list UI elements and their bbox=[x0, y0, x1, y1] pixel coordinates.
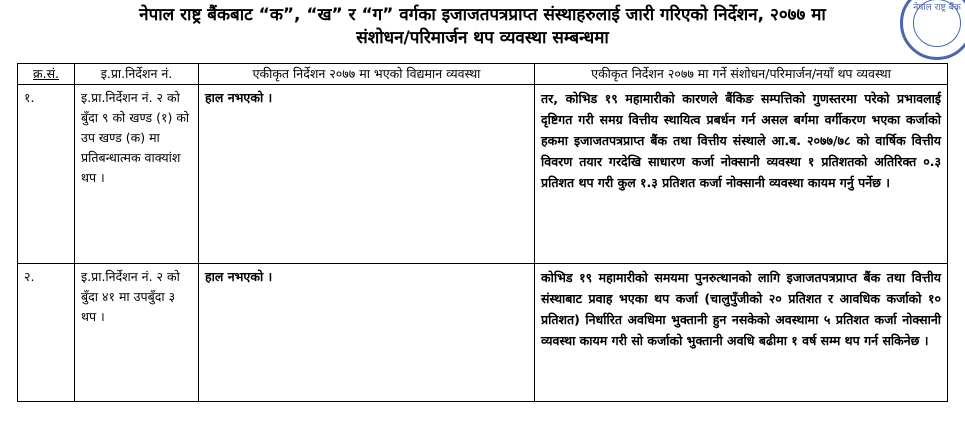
row-serial-number: १. bbox=[18, 85, 75, 264]
row-serial-number: २. bbox=[18, 264, 75, 402]
row-existing-provision: हाल नभएको । bbox=[199, 85, 535, 264]
header-directive-number: इ.प्रा.निर्देशन नं. bbox=[75, 64, 199, 85]
header-serial-number bbox=[18, 64, 75, 85]
header-existing-provision: एकीकृत निर्देशन २०७७ मा भएको विद्यमान व्यवस्था bbox=[199, 64, 535, 85]
nrb-seal-logo: नेपाल राष्ट्र बैंक bbox=[900, 0, 965, 60]
header-serial-number-label: क्र.सं. bbox=[33, 66, 59, 81]
row-new-provision: कोभिड १९ महामारीको समयमा पुनरुत्थानको लागि इजाजतपत्रप्राप्त बैंक तथा वित्तीय संस्थाबाट प्रवाह भएका थप कर्जा (चालुपुँजीको २० प्रतिशत र आवधिक कर्जाको १० प्रतिशत) निर्धारित अवधिमा भुक्तानी हुन नसकेको अवस्थामा ५ प्रतिशत कर्जा नोक्सानी व्यवस्था कायम गरी सो कर्जाको भुक्तानी अवधि बढीमा १ वर्ष सम्म थप गर्न सकिनेछ । bbox=[535, 264, 948, 402]
row-directive-reference: इ.प्रा.निर्देशन नं. २ को बुँदा ९ को खण्ड (१) को उप खण्ड (क) मा प्रतिबन्धात्मक वाक्यांश थप । bbox=[75, 85, 199, 264]
header-new-provision: एकीकृत निर्देशन २०७७ मा गर्ने संशोधन/परिमार्जन/नयाँ थप व्यवस्था bbox=[535, 64, 948, 85]
document-title-line-1: नेपाल राष्ट्र बैंकबाट “क”, “ख” र “ग” वर्गका इजाजतपत्रप्राप्त संस्थाहरुलाई जारी गरिएको निर्देशन, २०७७ मा bbox=[139, 5, 826, 25]
row-existing-provision: हाल नभएको । bbox=[199, 264, 535, 402]
row-new-provision: तर, कोभिड १९ महामारीको कारणले बैंकिङ सम्पत्तिको गुणस्तरमा परेको प्रभावलाई दृष्टिगत गरी समग्र वित्तीय स्थायित्व प्रबर्धन गर्न असल बर्गमा वर्गीकरण भएका कर्जाको हकमा इजाजतपत्रप्राप्त बैंक तथा वित्तीय संस्थाले आ.ब. २०७७/७८ को वार्षिक वित्तीय विवरण तयार गरदेखि साधारण कर्जा नोक्सानी व्यवस्था १ प्रतिशतको अतिरिक्त ०.३ प्रतिशत थप गरी कुल १.३ प्रतिशत कर्जा नोक्सानी व्यवस्था कायम गर्नु पर्नेछ । bbox=[535, 85, 948, 264]
document-title-line-2: संशोधन/परिमार्जन थप व्यवस्था सम्बन्धमा bbox=[356, 28, 609, 48]
table-row bbox=[18, 85, 948, 264]
directive-amendment-table bbox=[17, 63, 948, 402]
table-row bbox=[18, 264, 948, 402]
document-title bbox=[0, 4, 965, 50]
row-directive-reference: इ.प्रा.निर्देशन नं. २ को बुँदा ४१ मा उपबुँदा ३ थप । bbox=[75, 264, 199, 402]
table-header-row bbox=[18, 64, 948, 85]
